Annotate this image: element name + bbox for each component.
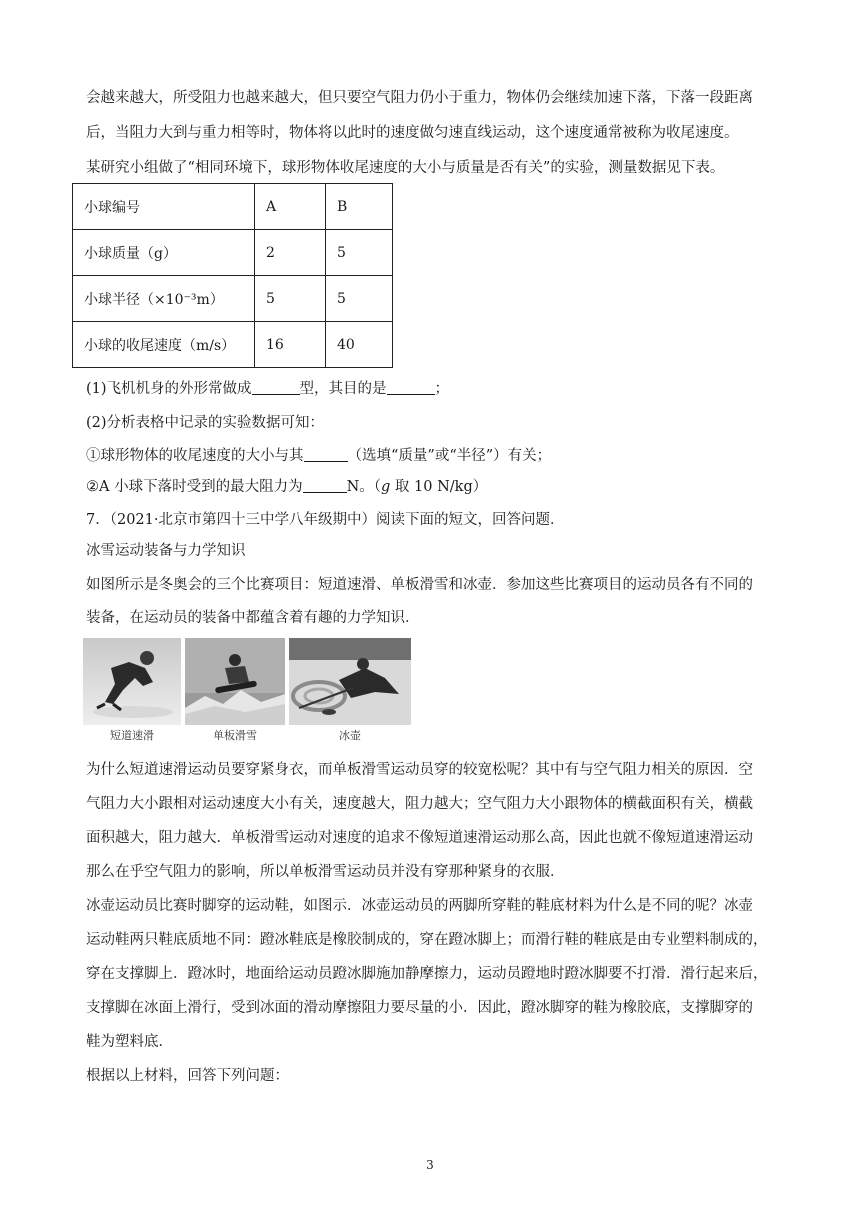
page-number: 3 [426, 1158, 434, 1172]
photo-caption: 单板滑雪 [213, 729, 257, 742]
table-row [73, 322, 393, 368]
closing-line: 根据以上材料，回答下列问题： [86, 1068, 289, 1084]
table-cell: 小球半径（×10⁻³m） [73, 276, 255, 322]
table-cell: B [326, 184, 393, 230]
table-cell: 小球质量（g） [73, 230, 255, 276]
paragraph-line: 鞋为塑料底． [86, 1034, 173, 1050]
table-row [73, 230, 393, 276]
answer-blank[interactable] [303, 478, 347, 493]
table-cell: 小球编号 [73, 184, 255, 230]
table-row [73, 184, 393, 230]
paragraph-line: 会越来越大，所受阻力也越来越大，但只要空气阻力仍小于重力，物体仍会继续加速下落，下落一段距离 [86, 90, 753, 106]
question-1: (1)飞机机身的外形常做成 型，其目的是 ； [86, 381, 450, 397]
paragraph-line: 为什么短道速滑运动员要穿紧身衣，而单板滑雪运动员穿的较宽松呢？其中有与空气阻力相关的原因．空 [86, 762, 753, 778]
answer-blank[interactable] [304, 447, 348, 462]
question-2: (2)分析表格中记录的实验数据可知： [86, 415, 325, 431]
paragraph-line: 如图所示是冬奥会的三个比赛项目：短道速滑、单板滑雪和冰壶．参加这些比赛项目的运动员各有不同的 [86, 577, 753, 593]
table-cell: 5 [326, 276, 393, 322]
paragraph-line: 面积越大，阻力越大．单板滑雪运动对速度的追求不像短道速滑运动那么高，因此也就不像短道速滑运动 [86, 830, 753, 846]
table-cell: 40 [326, 322, 393, 368]
paragraph-line: 支撑脚在冰面上滑行，受到冰面的滑动摩擦阻力要尽量的小．因此，蹬冰脚穿的鞋为橡胶底，支撑脚穿的 [86, 1000, 753, 1016]
paragraph-line: 那么在乎空气阻力的影响，所以单板滑雪运动员并没有穿那种紧身的衣服． [86, 864, 565, 880]
photo-caption: 短道速滑 [110, 729, 154, 742]
short-track-photo [83, 638, 181, 742]
data-table [72, 183, 393, 368]
paragraph-line: 装备，在运动员的装备中都蕴含着有趣的力学知识． [86, 610, 420, 626]
sports-photos [83, 638, 413, 742]
table-row [73, 276, 393, 322]
question-2-2: ②A 小球下落时受到的最大阻力为 N。（g 取 10 N/kg） [86, 479, 488, 495]
answer-blank[interactable] [387, 380, 435, 395]
paragraph-line: 冰壶运动员比赛时脚穿的运动鞋，如图示．冰壶运动员的两脚所穿鞋的鞋底材料为什么是不同的呢？冰壶 [86, 898, 753, 914]
photo-caption: 冰壶 [339, 729, 361, 742]
paragraph-line: 气阻力大小跟相对运动速度大小有关，速度越大，阻力越大；空气阻力大小跟物体的横截面积有关，横截 [86, 796, 753, 812]
table-cell: 5 [326, 230, 393, 276]
table-cell: 5 [255, 276, 326, 322]
question-2-1: ①球形物体的收尾速度的大小与其 （选填“质量”或“半径”）有关； [86, 448, 552, 464]
table-cell: 2 [255, 230, 326, 276]
snowboard-photo [185, 638, 285, 742]
passage-title: 冰雪运动装备与力学知识 [86, 543, 246, 559]
table-cell: A [255, 184, 326, 230]
answer-blank[interactable] [252, 380, 300, 395]
paragraph-line: 后，当阻力大到与重力相等时，物体将以此时的速度做匀速直线运动，这个速度通常被称为收尾速度。 [86, 125, 739, 141]
paragraph-line: 穿在支撑脚上．蹬冰时，地面给运动员蹬冰脚施加静摩擦力，运动员蹬地时蹬冰脚要不打滑．滑行起来后， [86, 966, 768, 982]
curling-photo [289, 638, 411, 742]
table-cell: 16 [255, 322, 326, 368]
paragraph-line: 运动鞋两只鞋底质地不同：蹬冰鞋底是橡胶制成的，穿在蹬冰脚上；而滑行鞋的鞋底是由专业塑料制成的， [86, 932, 768, 948]
problem-7-header: 7．（2021·北京市第四十三中学八年级期中）阅读下面的短文，回答问题． [86, 512, 565, 528]
paragraph-line: 某研究小组做了“相同环境下，球形物体收尾速度的大小与质量是否有关”的实验，测量数据见下表。 [86, 160, 725, 176]
table-cell: 小球的收尾速度（m/s） [73, 322, 255, 368]
